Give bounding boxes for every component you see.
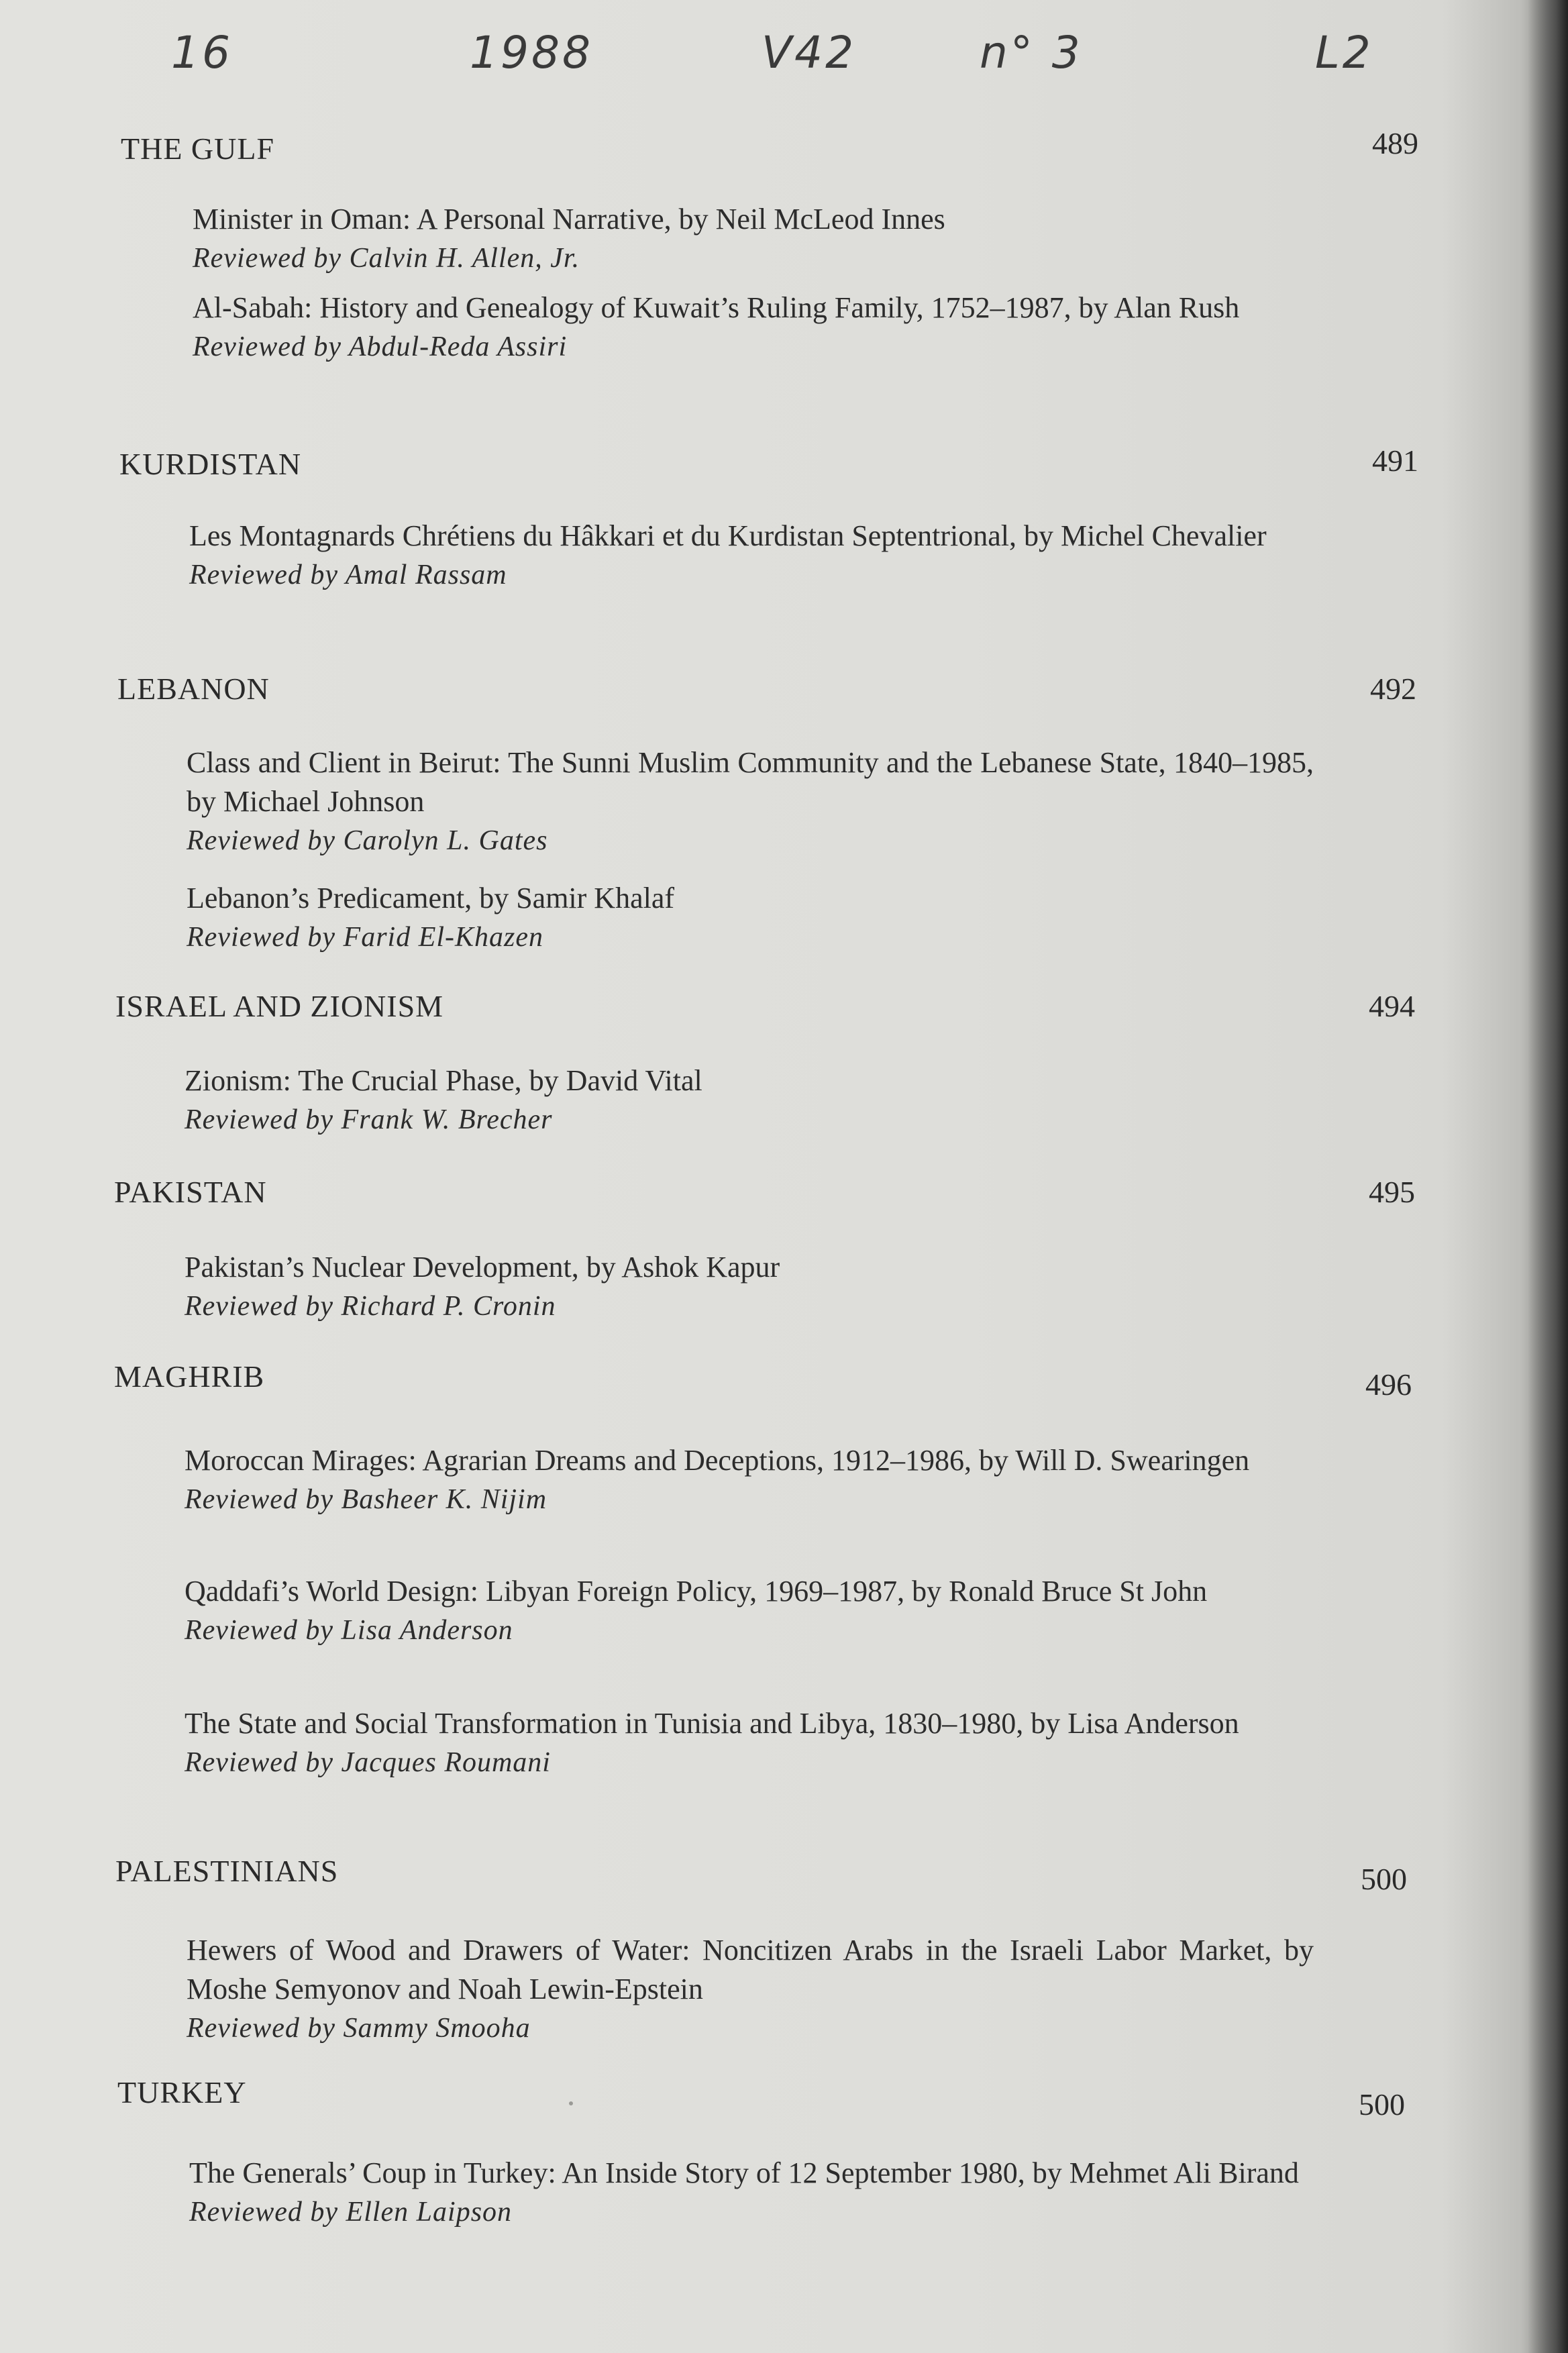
book-title: Qaddafi’s World Design: Libyan Foreign Policy, 1969–1987, by Ronald Bruce St John — [185, 1575, 1208, 1608]
section-heading — [0, 126, 1568, 171]
section-heading — [0, 1853, 1568, 1896]
book-title: Les Montagnards Chrétiens du Hâkkari et du Kurdistan Septentrional, by Michel Chevalier — [189, 519, 1267, 552]
reviewer: Reviewed by Farid El-Khazen — [187, 922, 544, 953]
reviewer: Reviewed by Frank W. Brecher — [185, 1104, 553, 1135]
book-title: Moroccan Mirages: Agrarian Dreams and Deceptions, 1912–1986, by Will D. Swearingen — [185, 1444, 1250, 1477]
section-page-number: 489 — [1372, 126, 1418, 160]
section-title: THE GULF — [121, 132, 275, 166]
book-title: The Generals’ Coup in Turkey: An Inside Story of 12 September 1980, by Mehmet Ali Birand — [189, 2156, 1299, 2189]
handwritten-volume: V42 — [762, 27, 857, 79]
review-entry — [193, 200, 1320, 278]
review-entry — [185, 1248, 1312, 1326]
section-page-number: 494 — [1369, 989, 1415, 1023]
book-title: Lebanon’s Predicament, by Samir Khalaf — [187, 882, 675, 914]
handwritten-code: L2 — [1315, 27, 1373, 79]
book-title: Al-Sabah: History and Genealogy of Kuwait’s Ruling Family, 1752–1987, by Alan Rush — [193, 291, 1240, 324]
section-title: LEBANON — [117, 672, 270, 706]
review-entry — [187, 1931, 1314, 2048]
reviewer: Reviewed by Basheer K. Nijim — [185, 1484, 547, 1515]
reviewer: Reviewed by Carolyn L. Gates — [187, 825, 548, 856]
section-page-number: 496 — [1365, 1367, 1412, 1402]
book-title: Minister in Oman: A Personal Narrative, by Neil McLeod Innes — [193, 203, 945, 236]
review-entry — [189, 2154, 1316, 2232]
handwritten-issue: n° 3 — [980, 27, 1083, 79]
review-entry — [185, 1061, 1312, 1139]
review-entry — [185, 1572, 1312, 1650]
handwritten-year: 1988 — [470, 27, 593, 79]
reviewer: Reviewed by Lisa Anderson — [185, 1615, 513, 1646]
review-entry — [187, 879, 1314, 957]
handwritten-volume-number: 16 — [171, 27, 233, 79]
reviewer: Reviewed by Calvin H. Allen, Jr. — [193, 243, 580, 274]
reviewer: Reviewed by Abdul-Reda Assiri — [193, 331, 568, 362]
section-page-number: 500 — [1359, 2087, 1405, 2122]
section-heading — [0, 1359, 1568, 1402]
review-entry — [193, 289, 1320, 366]
section-title: MAGHRIB — [114, 1359, 265, 1394]
review-entry — [185, 1704, 1312, 1782]
reviewer: Reviewed by Ellen Laipson — [189, 2197, 513, 2228]
reviewer: Reviewed by Richard P. Cronin — [185, 1291, 556, 1322]
section-page-number: 495 — [1369, 1175, 1415, 1209]
review-entry — [187, 743, 1314, 860]
book-title: Class and Client in Beirut: The Sunni Muslim Community and the Lebanese State, 1840–1985, by Michael Johnson — [187, 746, 1314, 818]
section-heading — [0, 1174, 1568, 1214]
review-entry — [185, 1441, 1312, 1519]
handwritten-header — [0, 27, 1568, 81]
section-heading — [0, 671, 1568, 711]
reviewer: Reviewed by Amal Rassam — [189, 560, 507, 590]
section-title: PAKISTAN — [114, 1175, 267, 1209]
section-title: PALESTINIANS — [115, 1854, 339, 1888]
section-title: KURDISTAN — [119, 447, 302, 481]
book-title: The State and Social Transformation in Tunisia and Libya, 1830–1980, by Lisa Anderson — [185, 1707, 1239, 1740]
section-heading — [0, 988, 1568, 1029]
section-page-number: 491 — [1372, 443, 1418, 478]
ink-speck — [569, 2101, 573, 2105]
section-heading — [0, 2075, 1568, 2122]
section-page-number: 500 — [1361, 1862, 1407, 1896]
reviewer: Reviewed by Sammy Smooha — [187, 2013, 531, 2044]
section-page-number: 492 — [1370, 672, 1416, 706]
review-entry — [189, 517, 1316, 594]
book-title: Hewers of Wood and Drawers of Water: Noncitizen Arabs in the Israeli Labor Market, by Moshe Semyonov and Noah Lewin-Epstein — [187, 1934, 1314, 2005]
book-title: Pakistan’s Nuclear Development, by Ashok Kapur — [185, 1251, 780, 1284]
reviewer: Reviewed by Jacques Roumani — [185, 1747, 551, 1778]
section-title: TURKEY — [117, 2075, 247, 2109]
section-heading — [0, 443, 1568, 486]
section-title: ISRAEL AND ZIONISM — [115, 989, 444, 1023]
book-title: Zionism: The Crucial Phase, by David Vital — [185, 1064, 702, 1097]
